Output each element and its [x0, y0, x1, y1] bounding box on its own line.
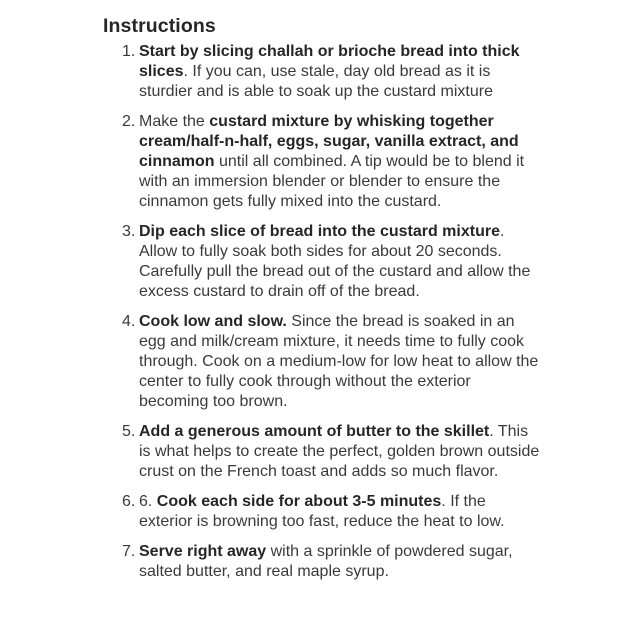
- step-text-pre: 6.: [139, 493, 157, 510]
- step-number: 6.: [122, 493, 136, 510]
- step-text-bold: custard mixture by whisking together cream/half-n-half, eggs, sugar, vanilla extract, and cinnamon: [139, 113, 519, 170]
- step-text-bold: Cook low and slow.: [139, 313, 287, 330]
- instruction-list: [103, 42, 540, 582]
- step-number: 1.: [122, 43, 136, 60]
- instruction-step: [103, 492, 540, 532]
- instruction-step: [103, 312, 540, 412]
- instruction-step: [103, 112, 540, 212]
- instruction-step: [103, 542, 540, 582]
- step-text-rest: with a sprinkle of powdered sugar, salted butter, and real maple syrup.: [139, 543, 513, 580]
- step-text-bold: Serve right away: [139, 543, 267, 560]
- step-text-bold: Start by slicing challah or brioche bread into thick slices: [139, 43, 520, 80]
- step-text-rest: . If you can, use stale, day old bread as it is sturdier and is able to soak up the custard mixture: [139, 63, 493, 100]
- step-text-rest: until all combined. A tip would be to blend it with an immersion blender or blender to ensure the cinnamon gets fully mixed into the custard.: [139, 153, 525, 210]
- step-text-bold: Dip each slice of bread into the custard mixture: [139, 223, 500, 240]
- step-text-rest: . If the exterior is browning too fast, reduce the heat to low.: [139, 493, 505, 530]
- step-text-rest: . Allow to fully soak both sides for about 20 seconds. Carefully pull the bread out of the custard and allow the excess custard to drain off of the bread.: [139, 223, 531, 300]
- step-text-rest: Since the bread is soaked in an egg and milk/cream mixture, it needs time to fully cook through. Cook on a medium-low for low heat to allow the center to fully cook through without the exterior becoming too brown.: [139, 313, 539, 410]
- step-text-bold: Add a generous amount of butter to the skillet: [139, 423, 490, 440]
- instruction-step: [103, 42, 540, 102]
- step-number: 5.: [122, 423, 136, 440]
- instruction-step: [103, 222, 540, 302]
- step-number: 7.: [122, 543, 136, 560]
- step-text-rest: . This is what helps to create the perfect, golden brown outside crust on the French toast and adds so much flavor.: [139, 423, 540, 480]
- step-number: 4.: [122, 313, 136, 330]
- instruction-step: [103, 422, 540, 482]
- step-text-pre: Make the: [139, 113, 210, 130]
- section-title: Instructions: [103, 15, 216, 37]
- step-number: 2.: [122, 113, 136, 130]
- step-text-bold: Cook each side for about 3-5 minutes: [156, 493, 442, 510]
- step-number: 3.: [122, 223, 136, 240]
